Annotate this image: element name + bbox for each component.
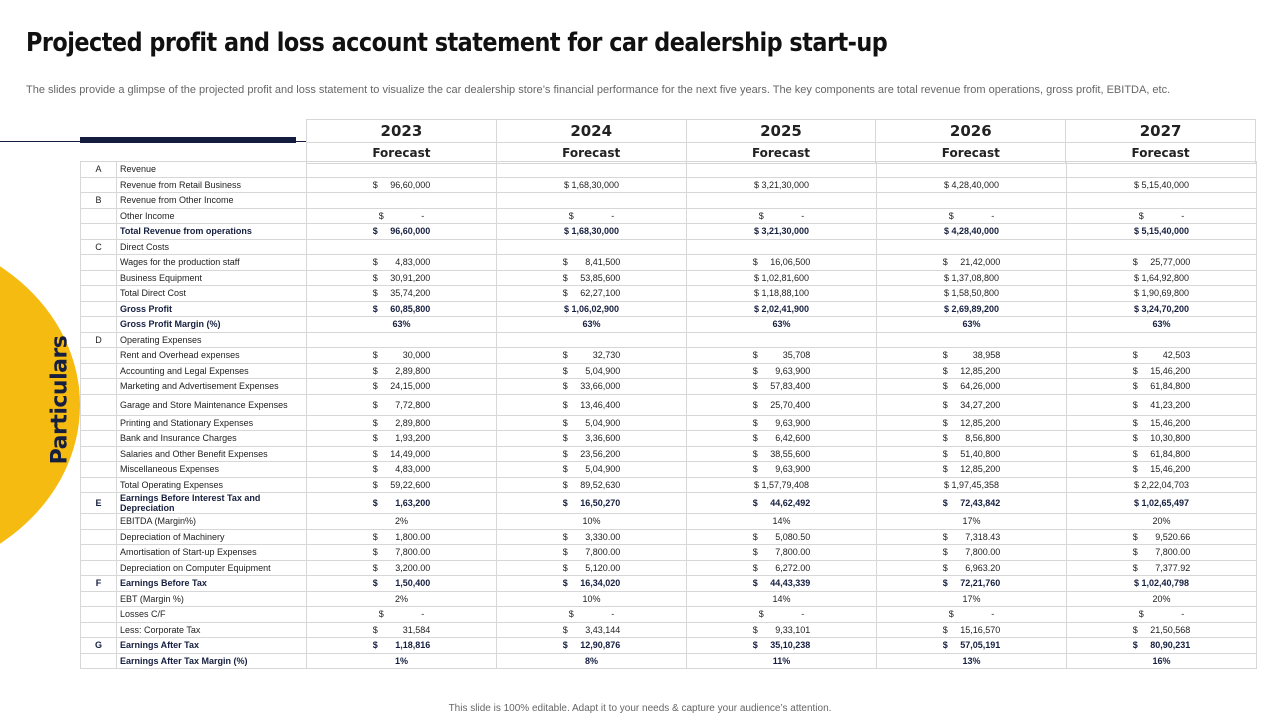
row-code: D — [81, 332, 117, 348]
value-cell-2027: $ 7,377.92 — [1067, 560, 1257, 576]
value-cell-2026: $ 15,16,570 — [877, 622, 1067, 638]
value-cell-2026: $ 12,85,200 — [877, 462, 1067, 478]
value-cell-2027: $ - — [1067, 607, 1257, 623]
row-code: B — [81, 193, 117, 209]
value-cell-2023: 1% — [307, 653, 497, 669]
value-cell-2023: 2% — [307, 591, 497, 607]
table-row — [81, 239, 1257, 255]
value-cell-2023: $ 60,85,800 — [307, 301, 497, 317]
value-cell-2024: $ 23,56,200 — [497, 446, 687, 462]
value-cell-2024: $ 12,90,876 — [497, 638, 687, 654]
value-cell-2025: $ 1,02,81,600 — [687, 270, 877, 286]
forecast-label: Forecast — [876, 143, 1066, 164]
value-cell-2027: $ 1,90,69,800 — [1067, 286, 1257, 302]
row-code — [81, 286, 117, 302]
row-label: EBT (Margin %) — [117, 591, 307, 607]
row-label: Rent and Overhead expenses — [117, 348, 307, 364]
table-row — [81, 177, 1257, 193]
value-cell-2024: $ 3,36,600 — [497, 431, 687, 447]
value-cell-2023: $ - — [307, 607, 497, 623]
value-cell-2027: 20% — [1067, 591, 1257, 607]
value-cell-2023: $ 4,83,000 — [307, 255, 497, 271]
table-row — [81, 493, 1257, 514]
value-cell-2027: $ 1,64,92,800 — [1067, 270, 1257, 286]
value-cell-2027: $ 1,02,40,798 — [1067, 576, 1257, 592]
value-cell-2026: $ 1,58,50,800 — [877, 286, 1067, 302]
value-cell-2023: $ 24,15,000 — [307, 379, 497, 395]
value-cell-2024: $ 32,730 — [497, 348, 687, 364]
value-cell-2025: $ 9,33,101 — [687, 622, 877, 638]
value-cell-2026: $ 64,26,000 — [877, 379, 1067, 395]
value-cell-2026: $ 51,40,800 — [877, 446, 1067, 462]
row-code — [81, 529, 117, 545]
row-code — [81, 514, 117, 530]
value-cell-2026: $ - — [877, 607, 1067, 623]
row-code — [81, 394, 117, 415]
year-2027: 2027 — [1066, 120, 1256, 143]
value-cell-2024: $ 8,41,500 — [497, 255, 687, 271]
value-cell-2024: $ 3,330.00 — [497, 529, 687, 545]
value-cell-2024: $ 5,04,900 — [497, 363, 687, 379]
value-cell-2024: $ 7,800.00 — [497, 545, 687, 561]
value-cell-2023: $ 1,63,200 — [307, 493, 497, 514]
value-cell-2026: $ 7,318.43 — [877, 529, 1067, 545]
value-cell-2025: $ 1,57,79,408 — [687, 477, 877, 493]
value-cell-2027: $ 61,84,800 — [1067, 446, 1257, 462]
value-cell-2023: $ 30,000 — [307, 348, 497, 364]
value-cell-2023: $ 96,60,000 — [307, 224, 497, 240]
value-cell-2026: $ 21,42,000 — [877, 255, 1067, 271]
row-code — [81, 446, 117, 462]
value-cell-2027 — [1067, 332, 1257, 348]
value-cell-2027: $ 7,800.00 — [1067, 545, 1257, 561]
row-label: Revenue — [117, 162, 307, 178]
value-cell-2025: $ 5,080.50 — [687, 529, 877, 545]
table-row — [81, 301, 1257, 317]
row-label: Depreciation of Machinery — [117, 529, 307, 545]
table-row — [81, 255, 1257, 271]
value-cell-2026: 63% — [877, 317, 1067, 333]
row-code — [81, 379, 117, 395]
row-code — [81, 317, 117, 333]
value-cell-2024: $ 3,43,144 — [497, 622, 687, 638]
value-cell-2027: $ 41,23,200 — [1067, 394, 1257, 415]
row-label: Gross Profit — [117, 301, 307, 317]
row-code: F — [81, 576, 117, 592]
value-cell-2024: $ 5,120.00 — [497, 560, 687, 576]
row-code — [81, 622, 117, 638]
value-cell-2024: $ 5,04,900 — [497, 415, 687, 431]
row-code — [81, 255, 117, 271]
value-cell-2025: $ 44,62,492 — [687, 493, 877, 514]
table-row — [81, 415, 1257, 431]
table-row — [81, 317, 1257, 333]
value-cell-2024: $ 16,34,020 — [497, 576, 687, 592]
value-cell-2023: $ 35,74,200 — [307, 286, 497, 302]
row-label: Total Revenue from operations — [117, 224, 307, 240]
value-cell-2024: 63% — [497, 317, 687, 333]
value-cell-2023: $ 96,60,000 — [307, 177, 497, 193]
row-label: Amortisation of Start-up Expenses — [117, 545, 307, 561]
value-cell-2026: $ - — [877, 208, 1067, 224]
row-code: E — [81, 493, 117, 514]
row-code — [81, 560, 117, 576]
value-cell-2026: $ 72,21,760 — [877, 576, 1067, 592]
value-cell-2023: $ 7,800.00 — [307, 545, 497, 561]
value-cell-2026: $ 34,27,200 — [877, 394, 1067, 415]
value-cell-2024: $ 1,68,30,000 — [497, 224, 687, 240]
table-row — [81, 545, 1257, 561]
row-label: Gross Profit Margin (%) — [117, 317, 307, 333]
table-row — [81, 286, 1257, 302]
value-cell-2027: $ 21,50,568 — [1067, 622, 1257, 638]
row-label: Losses C/F — [117, 607, 307, 623]
slide-footer: This slide is 100% editable. Adapt it to your needs & capture your audience’s attention. — [448, 703, 832, 714]
table-row — [81, 332, 1257, 348]
value-cell-2026: $ 72,43,842 — [877, 493, 1067, 514]
value-cell-2027: $ 5,15,40,000 — [1067, 224, 1257, 240]
value-cell-2025 — [687, 162, 877, 178]
value-cell-2026 — [877, 193, 1067, 209]
value-cell-2025: $ - — [687, 607, 877, 623]
row-label: Depreciation on Computer Equipment — [117, 560, 307, 576]
row-label: Accounting and Legal Expenses — [117, 363, 307, 379]
value-cell-2024 — [497, 162, 687, 178]
table-row — [81, 622, 1257, 638]
row-code: C — [81, 239, 117, 255]
value-cell-2027: $ 15,46,200 — [1067, 363, 1257, 379]
value-cell-2025: 11% — [687, 653, 877, 669]
table-row — [81, 560, 1257, 576]
row-label: Direct Costs — [117, 239, 307, 255]
table-row — [81, 431, 1257, 447]
year-2024: 2024 — [496, 120, 686, 143]
value-cell-2023: $ 2,89,800 — [307, 363, 497, 379]
value-cell-2026: $ 2,69,89,200 — [877, 301, 1067, 317]
value-cell-2026 — [877, 162, 1067, 178]
value-cell-2024: $ 62,27,100 — [497, 286, 687, 302]
table-row — [81, 193, 1257, 209]
value-cell-2023: $ 1,18,816 — [307, 638, 497, 654]
value-cell-2023: $ 1,800.00 — [307, 529, 497, 545]
row-label: Total Direct Cost — [117, 286, 307, 302]
table-row — [81, 208, 1257, 224]
value-cell-2025: $ 6,272.00 — [687, 560, 877, 576]
value-cell-2023: $ 7,72,800 — [307, 394, 497, 415]
value-cell-2027: 20% — [1067, 514, 1257, 530]
year-2026: 2026 — [876, 120, 1066, 143]
value-cell-2025: 63% — [687, 317, 877, 333]
value-cell-2027 — [1067, 162, 1257, 178]
row-label: Revenue from Other Income — [117, 193, 307, 209]
header-accent-line — [0, 141, 306, 142]
value-cell-2024 — [497, 239, 687, 255]
value-cell-2023: $ 3,200.00 — [307, 560, 497, 576]
value-cell-2025 — [687, 332, 877, 348]
table-row — [81, 477, 1257, 493]
value-cell-2023: 2% — [307, 514, 497, 530]
table-row — [81, 270, 1257, 286]
value-cell-2027: 63% — [1067, 317, 1257, 333]
value-cell-2026: $ 38,958 — [877, 348, 1067, 364]
forecast-label: Forecast — [307, 143, 497, 164]
value-cell-2024: $ - — [497, 208, 687, 224]
value-cell-2026: $ 4,28,40,000 — [877, 177, 1067, 193]
row-code — [81, 607, 117, 623]
year-2025: 2025 — [686, 120, 876, 143]
value-cell-2027: $ 10,30,800 — [1067, 431, 1257, 447]
row-label: Earnings Before Interest Tax and Depreciation — [117, 493, 307, 514]
value-cell-2027 — [1067, 239, 1257, 255]
value-cell-2023: $ 59,22,600 — [307, 477, 497, 493]
value-cell-2024: $ 53,85,600 — [497, 270, 687, 286]
year-2023: 2023 — [307, 120, 497, 143]
value-cell-2026: 13% — [877, 653, 1067, 669]
value-cell-2023 — [307, 239, 497, 255]
value-cell-2025: $ 3,21,30,000 — [687, 224, 877, 240]
row-label: Revenue from Retail Business — [117, 177, 307, 193]
row-label: Earnings After Tax — [117, 638, 307, 654]
value-cell-2026: $ 8,56,800 — [877, 431, 1067, 447]
table-row — [81, 591, 1257, 607]
header-accent-bar — [80, 137, 296, 143]
value-cell-2027: $ 1,02,65,497 — [1067, 493, 1257, 514]
value-cell-2024: $ 1,68,30,000 — [497, 177, 687, 193]
value-cell-2024: $ 89,52,630 — [497, 477, 687, 493]
value-cell-2025: $ 2,02,41,900 — [687, 301, 877, 317]
value-cell-2025 — [687, 239, 877, 255]
value-cell-2027: $ 15,46,200 — [1067, 462, 1257, 478]
slide-title: Projected profit and loss account statement for car dealership start-up — [26, 28, 888, 58]
year-header-table — [306, 119, 1256, 164]
value-cell-2026: $ 12,85,200 — [877, 415, 1067, 431]
value-cell-2026 — [877, 239, 1067, 255]
value-cell-2026: $ 57,05,191 — [877, 638, 1067, 654]
value-cell-2023 — [307, 162, 497, 178]
value-cell-2023: $ 1,50,400 — [307, 576, 497, 592]
value-cell-2023: $ 4,83,000 — [307, 462, 497, 478]
row-code — [81, 591, 117, 607]
value-cell-2025: $ 16,06,500 — [687, 255, 877, 271]
row-code — [81, 363, 117, 379]
row-code — [81, 270, 117, 286]
table-row — [81, 607, 1257, 623]
profit-loss-table — [80, 161, 1257, 669]
value-cell-2024 — [497, 332, 687, 348]
value-cell-2023: $ - — [307, 208, 497, 224]
row-label: Earnings Before Tax — [117, 576, 307, 592]
table-row — [81, 224, 1257, 240]
value-cell-2024: 10% — [497, 591, 687, 607]
value-cell-2025: $ 9,63,900 — [687, 415, 877, 431]
value-cell-2024: 10% — [497, 514, 687, 530]
value-cell-2023: $ 31,584 — [307, 622, 497, 638]
value-cell-2025: $ 57,83,400 — [687, 379, 877, 395]
value-cell-2027: $ 42,503 — [1067, 348, 1257, 364]
table-row — [81, 363, 1257, 379]
value-cell-2026: $ 1,97,45,358 — [877, 477, 1067, 493]
table-row — [81, 653, 1257, 669]
value-cell-2025: 14% — [687, 514, 877, 530]
row-code — [81, 177, 117, 193]
row-label: Garage and Store Maintenance Expenses — [117, 394, 307, 415]
row-label: Bank and Insurance Charges — [117, 431, 307, 447]
row-label: Other Income — [117, 208, 307, 224]
value-cell-2024: $ 33,66,000 — [497, 379, 687, 395]
value-cell-2025: 14% — [687, 591, 877, 607]
value-cell-2025: $ 9,63,900 — [687, 363, 877, 379]
value-cell-2025: $ 35,10,238 — [687, 638, 877, 654]
value-cell-2025: $ 9,63,900 — [687, 462, 877, 478]
row-code: G — [81, 638, 117, 654]
row-code — [81, 545, 117, 561]
row-label: Less: Corporate Tax — [117, 622, 307, 638]
value-cell-2024 — [497, 193, 687, 209]
table-row — [81, 514, 1257, 530]
row-label: Printing and Stationary Expenses — [117, 415, 307, 431]
forecast-label: Forecast — [496, 143, 686, 164]
value-cell-2023: $ 30,91,200 — [307, 270, 497, 286]
value-cell-2024: $ 1,06,02,900 — [497, 301, 687, 317]
forecast-label: Forecast — [686, 143, 876, 164]
value-cell-2027: $ 9,520.66 — [1067, 529, 1257, 545]
table-row — [81, 529, 1257, 545]
table-row — [81, 638, 1257, 654]
table-row — [81, 446, 1257, 462]
row-code: A — [81, 162, 117, 178]
value-cell-2026: 17% — [877, 514, 1067, 530]
value-cell-2023: $ 14,49,000 — [307, 446, 497, 462]
value-cell-2027: 16% — [1067, 653, 1257, 669]
row-code — [81, 208, 117, 224]
value-cell-2027: $ 3,24,70,200 — [1067, 301, 1257, 317]
row-code — [81, 301, 117, 317]
particulars-label: Particulars — [47, 335, 73, 465]
row-label: Salaries and Other Benefit Expenses — [117, 446, 307, 462]
table-row — [81, 462, 1257, 478]
table-row — [81, 162, 1257, 178]
value-cell-2023: 63% — [307, 317, 497, 333]
table-row — [81, 348, 1257, 364]
value-cell-2024: 8% — [497, 653, 687, 669]
row-label: Earnings After Tax Margin (%) — [117, 653, 307, 669]
value-cell-2027: $ 2,22,04,703 — [1067, 477, 1257, 493]
row-code — [81, 653, 117, 669]
row-code — [81, 477, 117, 493]
value-cell-2025: $ 44,43,339 — [687, 576, 877, 592]
value-cell-2023: $ 2,89,800 — [307, 415, 497, 431]
value-cell-2024: $ 16,50,270 — [497, 493, 687, 514]
value-cell-2026: 17% — [877, 591, 1067, 607]
value-cell-2026: $ 4,28,40,000 — [877, 224, 1067, 240]
row-code — [81, 462, 117, 478]
value-cell-2025: $ 3,21,30,000 — [687, 177, 877, 193]
value-cell-2023: $ 1,93,200 — [307, 431, 497, 447]
value-cell-2027: $ 80,90,231 — [1067, 638, 1257, 654]
value-cell-2023 — [307, 193, 497, 209]
value-cell-2027: $ 15,46,200 — [1067, 415, 1257, 431]
row-label: Wages for the production staff — [117, 255, 307, 271]
row-label: Business Equipment — [117, 270, 307, 286]
value-cell-2025: $ 6,42,600 — [687, 431, 877, 447]
value-cell-2026 — [877, 332, 1067, 348]
table-row — [81, 576, 1257, 592]
value-cell-2024: $ - — [497, 607, 687, 623]
table-row — [81, 394, 1257, 415]
row-label: Marketing and Advertisement Expenses — [117, 379, 307, 395]
value-cell-2027: $ 5,15,40,000 — [1067, 177, 1257, 193]
value-cell-2027: $ 25,77,000 — [1067, 255, 1257, 271]
value-cell-2025: $ 1,18,88,100 — [687, 286, 877, 302]
value-cell-2025: $ 38,55,600 — [687, 446, 877, 462]
value-cell-2025: $ 25,70,400 — [687, 394, 877, 415]
value-cell-2025: $ 35,708 — [687, 348, 877, 364]
value-cell-2025 — [687, 193, 877, 209]
value-cell-2027 — [1067, 193, 1257, 209]
forecast-label: Forecast — [1066, 143, 1256, 164]
value-cell-2024: $ 5,04,900 — [497, 462, 687, 478]
value-cell-2026: $ 12,85,200 — [877, 363, 1067, 379]
value-cell-2026: $ 1,37,08,800 — [877, 270, 1067, 286]
value-cell-2025: $ - — [687, 208, 877, 224]
value-cell-2027: $ 61,84,800 — [1067, 379, 1257, 395]
row-label: EBITDA (Margin%) — [117, 514, 307, 530]
slide-subtitle: The slides provide a glimpse of the projected profit and loss statement to visualize the car dealership store’s financial performance for the next five years. The key components are total revenue from operations, gross profit, EBITDA, etc. — [26, 84, 1171, 96]
row-label: Operating Expenses — [117, 332, 307, 348]
value-cell-2025: $ 7,800.00 — [687, 545, 877, 561]
row-code — [81, 431, 117, 447]
row-label: Miscellaneous Expenses — [117, 462, 307, 478]
row-code — [81, 348, 117, 364]
value-cell-2026: $ 6,963.20 — [877, 560, 1067, 576]
row-code — [81, 415, 117, 431]
value-cell-2023 — [307, 332, 497, 348]
value-cell-2026: $ 7,800.00 — [877, 545, 1067, 561]
table-row — [81, 379, 1257, 395]
value-cell-2027: $ - — [1067, 208, 1257, 224]
value-cell-2024: $ 13,46,400 — [497, 394, 687, 415]
row-label: Total Operating Expenses — [117, 477, 307, 493]
row-code — [81, 224, 117, 240]
